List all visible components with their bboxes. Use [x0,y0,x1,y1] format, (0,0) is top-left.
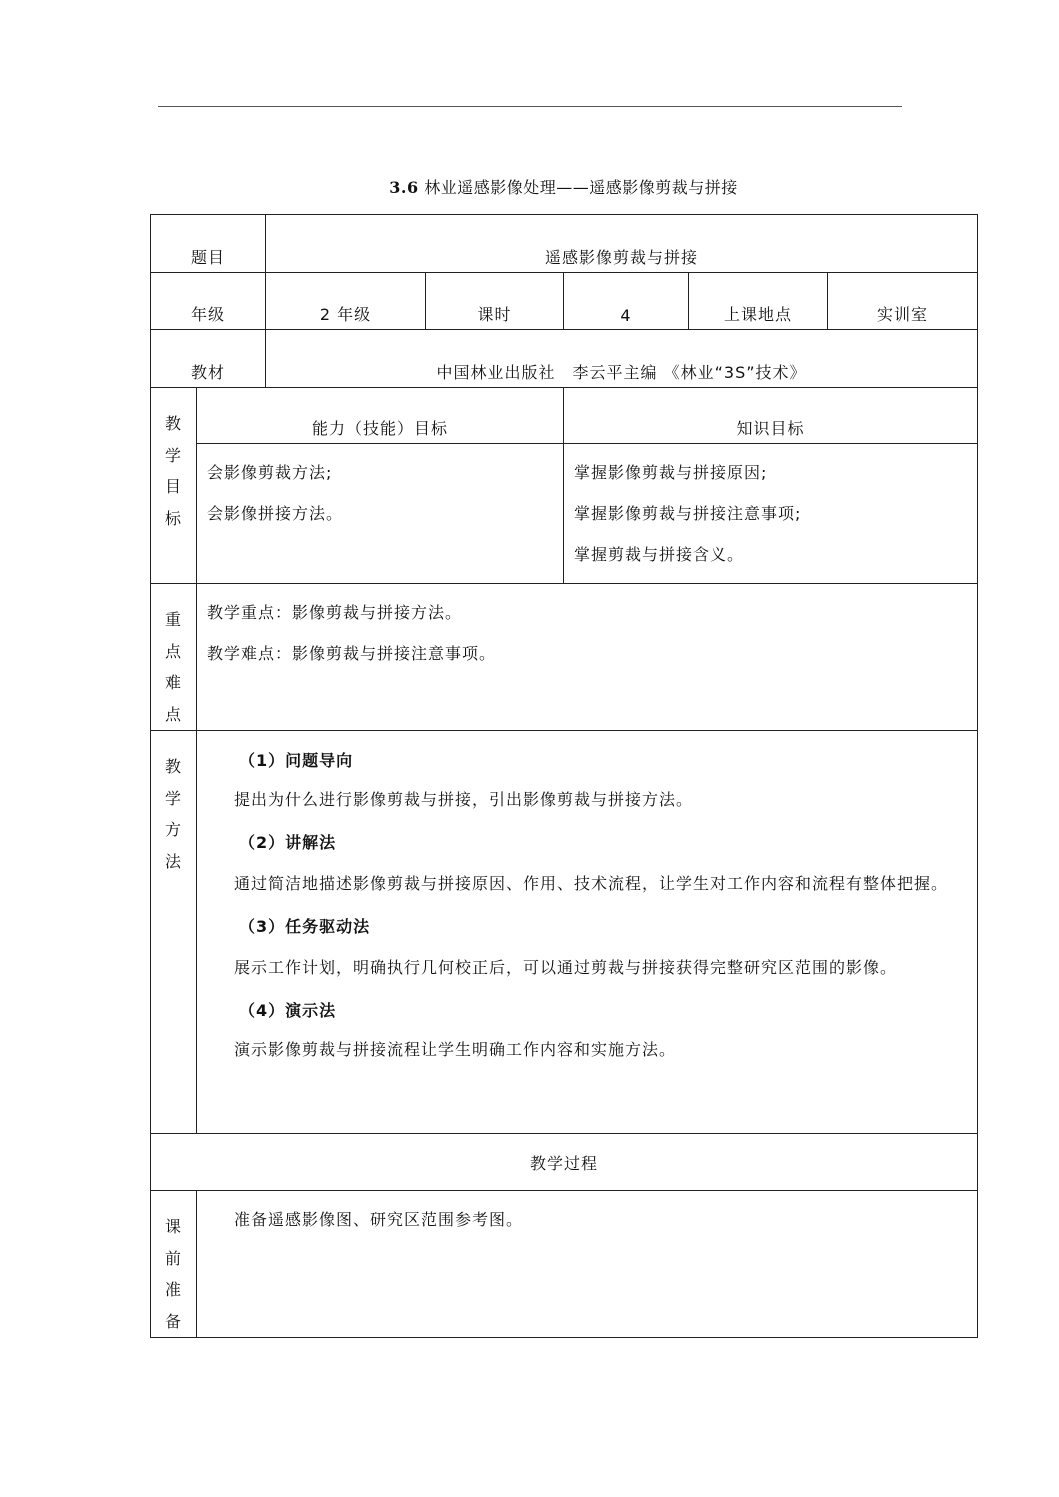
grade-label: 年级 [151,273,266,330]
methods-content [197,731,978,1134]
preparation-content [197,1191,978,1338]
preparation-text: 准备遥感影像图、研究区范围参考图。 [234,1210,524,1229]
process-row [151,1134,978,1191]
list-item: 掌握剪裁与拼接含义。 [574,545,745,564]
objectives-label: 教 学 目 标 [151,388,197,584]
title-text: 林业遥感影像处理——遥感影像剪裁与拼接 [424,178,738,197]
list-item: 教学难点：影像剪裁与拼接注意事项。 [207,644,497,663]
list-item: 教学重点：影像剪裁与拼接方法。 [207,603,463,622]
list-item: 会影像剪裁方法; [207,463,333,482]
topic-row [151,215,978,273]
list-item: 掌握影像剪裁与拼接注意事项; [574,504,802,523]
document-title [150,175,977,198]
methods-label: 教 学 方 法 [151,731,197,1134]
methods-row [151,731,978,1134]
info-row [151,273,978,330]
topic-label: 题目 [151,215,266,273]
knowledge-objectives-list [564,444,978,584]
grade-value: 2 年级 [266,273,426,330]
process-heading: 教学过程 [151,1134,978,1191]
key-points-label: 重 点 难 点 [151,584,197,731]
textbook-value: 中国林业出版社 李云平主编 《林业“3S”技术》 [266,330,978,388]
objectives-content-row [151,444,978,584]
location-value: 实训室 [828,273,978,330]
key-points-content [197,584,978,731]
textbook-row [151,330,978,388]
method-heading: （3）任务驱动法 [239,917,371,936]
title-number: 3.6 [389,178,419,197]
method-text: 展示工作计划，明确执行几何校正后，可以通过剪裁与拼接获得完整研究区范围的影像。 [234,958,898,977]
ability-objectives-header: 能力（技能）目标 [197,388,564,444]
method-text: 演示影像剪裁与拼接流程让学生明确工作内容和实施方法。 [234,1040,677,1059]
preparation-row [151,1191,978,1338]
method-heading: （1）问题导向 [239,751,354,770]
textbook-label: 教材 [151,330,266,388]
list-item: 会影像拼接方法。 [207,504,344,523]
method-heading: （4）演示法 [239,1001,337,1020]
lesson-plan-table [150,214,978,1338]
location-label: 上课地点 [689,273,828,330]
preparation-label: 课 前 准 备 [151,1191,197,1338]
objectives-header-row [151,388,978,444]
header-rule [158,106,902,107]
list-item: 掌握影像剪裁与拼接原因; [574,463,768,482]
key-points-row [151,584,978,731]
knowledge-objectives-header: 知识目标 [564,388,978,444]
hours-value: 4 [564,273,689,330]
topic-value: 遥感影像剪裁与拼接 [266,215,978,273]
method-text: 通过简洁地描述影像剪裁与拼接原因、作用、技术流程，让学生对工作内容和流程有整体把握。 [234,874,949,893]
method-heading: （2）讲解法 [239,833,337,852]
ability-objectives-list [197,444,564,584]
hours-label: 课时 [426,273,564,330]
method-text: 提出为什么进行影像剪裁与拼接，引出影像剪裁与拼接方法。 [234,790,694,809]
